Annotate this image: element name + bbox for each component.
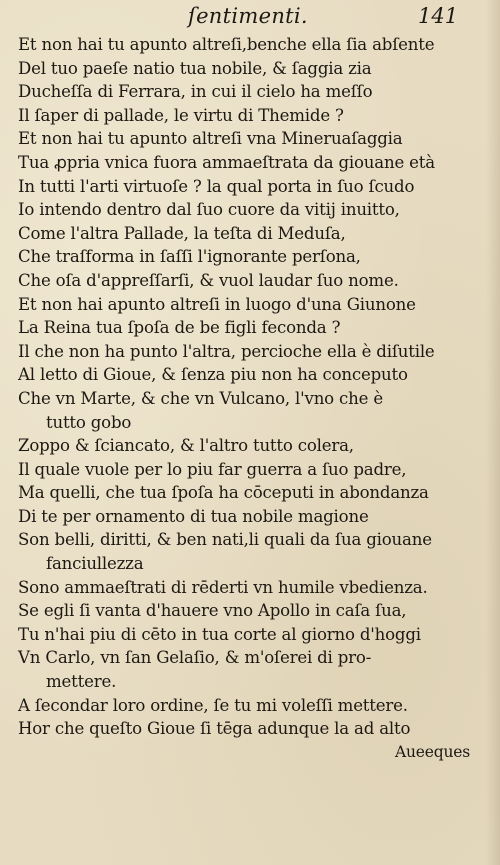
verse-line: Al letto di Gioue, & ſenza piu non ha conceputo (18, 365, 408, 385)
verse-line: Il che non ha punto l'altra, percioche ella è diſutile (18, 341, 435, 361)
verse-line: Zoppo & ſciancato, & l'altro tutto colera, (18, 436, 354, 456)
page-number: 141 (418, 4, 459, 28)
running-head: ſentimenti. (188, 4, 308, 28)
verse-line: Et non hai apunto altreſi in luogo d'una Giunone (18, 294, 416, 314)
verse-line: Io intendo dentro dal ſuo cuore da vitij inuitto, (18, 200, 400, 220)
verse-line: Che traſforma in ſaſſi l'ignorante perſona, (18, 247, 361, 267)
page-header (0, 2, 500, 30)
verse-line: Sono ammaeſtrati di rēderti vn humile vbedienza. (18, 577, 428, 597)
verse-line: Il quale vuole per lo piu far guerra a ſuo padre, (18, 459, 407, 479)
verse-line: Del tuo paeſe natio tua nobile, & ſaggia zia (18, 58, 372, 78)
verse-line: Et non hai tu apunto altreſi vna Mineruaſaggia (18, 129, 403, 149)
verse-line: Il ſaper di pallade, le virtu di Themide ? (18, 105, 344, 125)
catchword: Aueeques (395, 742, 470, 761)
verse-line: Tua ꝓpria vnica fuora ammaeſtrata da giouane età (18, 152, 435, 172)
verse-line: Son belli, diritti, & ben nati,li quali da ſua giouane (18, 530, 432, 550)
verse-line: A ſecondar loro ordine, ſe tu mi voleſſi mettere. (18, 695, 408, 715)
verse-line: Se egli ſi vanta d'hauere vno Apollo in caſa ſua, (18, 601, 407, 621)
verse-line: Et non hai tu apunto altreſi,benche ella ſia abſente (18, 35, 435, 54)
verse-line: Che oſa d'appreſſarſi, & vuol laudar ſuo nome. (18, 270, 399, 290)
verse-line: Come l'altra Pallade, la teſta di Meduſa, (18, 223, 346, 243)
verse-line: Vn Carlo, vn ſan Gelaſio, & m'oſerei di pro- (18, 648, 372, 668)
verse-line: Tu n'hai piu di cēto in tua corte al giorno d'hoggi (18, 624, 421, 644)
verse-line: tutto gobo (46, 412, 132, 432)
poem-text (0, 33, 500, 764)
verse-line: Ducheſſa di Ferrara, in cui il cielo ha meſſo (18, 82, 373, 102)
verse-line: fanciullezza (46, 554, 144, 574)
verse-line: In tutti l'arti virtuoſe ? la qual porta in ſuo ſcudo (18, 176, 415, 196)
verse-line: Ma quelli, che tua ſpoſa ha cōceputi in abondanza (18, 483, 429, 503)
verse-line: Che vn Marte, & che vn Vulcano, l'vno che è (18, 388, 383, 408)
verse-line: mettere. (46, 672, 117, 692)
verse-line: La Reina tua ſpoſa de be figli feconda ? (18, 318, 341, 338)
verse-line: Hor che queſto Gioue ſi tēga adunque la ad alto (18, 719, 411, 739)
verse-line: Di te per ornamento di tua nobile magione (18, 506, 369, 526)
